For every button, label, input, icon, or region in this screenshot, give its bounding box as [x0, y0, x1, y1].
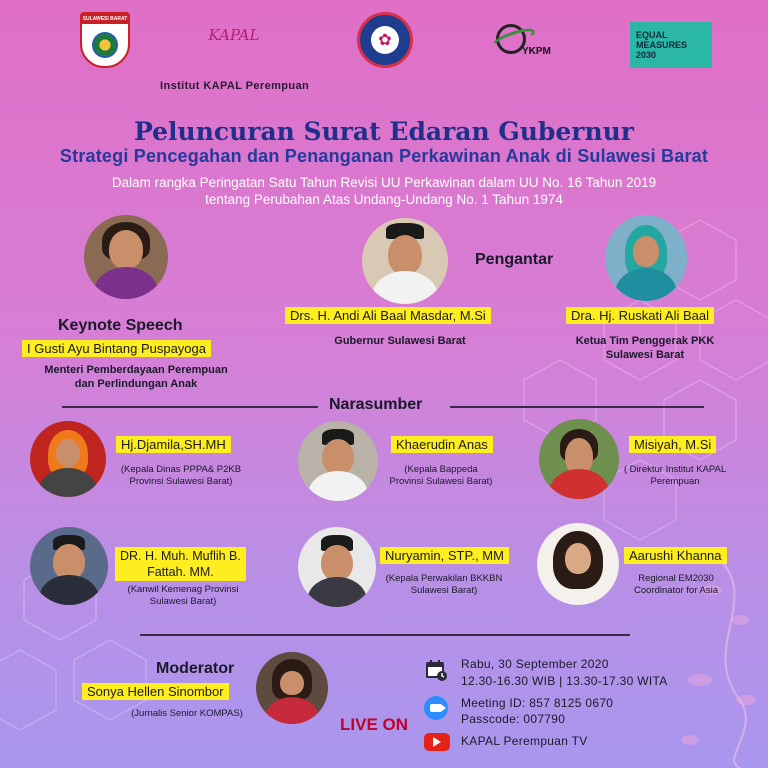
- live-on-label: LIVE ON: [340, 715, 409, 734]
- ykpm-logo-text: YKPM: [522, 46, 551, 57]
- speaker-djamila-photo: [30, 421, 106, 497]
- moderator-photo: [256, 652, 328, 724]
- speaker-muflih-desc-line1: (Kanwil Kemenag Provinsi: [127, 584, 239, 595]
- speaker-muflih-desc-line2: Sulawesi Barat): [149, 596, 217, 607]
- speaker-djamila-desc-line2: Provinsi Sulawesi Barat): [129, 476, 233, 487]
- speaker-misiyah-name: Misiyah, M.Si: [629, 436, 716, 453]
- equal-measures-logo: [630, 22, 712, 68]
- speaker-misiyah-desc-line1: ( Direktur Institut KAPAL: [623, 464, 727, 475]
- event-date: Rabu, 30 September 2020: [461, 657, 609, 671]
- keynote-role-line2: dan Perlindungan Anak: [74, 378, 198, 390]
- governor-role: [280, 334, 520, 348]
- zoom-icon: [424, 696, 448, 720]
- pkk-chair-role-line2: Sulawesi Barat: [605, 349, 685, 361]
- sulbar-crest-logo: [80, 12, 130, 68]
- governor-role-line1: Gubernur Sulawesi Barat: [334, 335, 466, 347]
- calendar-icon: [424, 658, 448, 682]
- speaker-khaerudin-photo: [298, 421, 378, 501]
- speaker-khaerudin-desc-line2: Provinsi Sulawesi Barat): [389, 476, 493, 487]
- sulbar-crest-label: SULAWESI BARAT: [82, 16, 128, 22]
- zoom-row: [424, 696, 448, 720]
- meeting-id: Meeting ID: 857 8125 0670: [461, 696, 614, 710]
- keynote-name: I Gusti Ayu Bintang Puspayoga: [22, 340, 211, 357]
- ykpm-logo: [488, 22, 558, 62]
- pkk-chair-photo: [605, 215, 687, 301]
- speaker-nuryamin-photo: [298, 527, 376, 607]
- youtube-icon: [424, 733, 450, 751]
- speaker-misiyah-desc: [612, 464, 738, 488]
- pkk-chair-name: Dra. Hj. Ruskati Ali Baal: [566, 307, 714, 324]
- speaker-khaerudin-desc-line1: (Kepala Bappeda: [404, 464, 478, 475]
- speaker-misiyah-desc-line2: Perempuan: [650, 476, 700, 487]
- pkk-chair-role-line1: Ketua Tim Penggerak PKK: [575, 335, 715, 347]
- governor-name: Drs. H. Andi Ali Baal Masdar, M.Si: [285, 307, 491, 324]
- speaker-aarushi-desc: [614, 573, 738, 597]
- lotus-icon: ✿: [371, 26, 399, 54]
- keynote-heading: Keynote Speech: [58, 317, 183, 334]
- divider-left: [62, 406, 318, 408]
- moderator-name: Sonya Hellen Sinombor: [82, 683, 229, 700]
- keynote-role: [18, 363, 254, 391]
- speaker-muflih-name: [115, 547, 246, 581]
- divider-right: [450, 406, 704, 408]
- keynote-role-line1: Menteri Pemberdayaan Perempuan: [44, 364, 228, 376]
- speaker-djamila-desc: [106, 464, 256, 488]
- equal-logo-line1: EQUAL: [636, 30, 668, 40]
- governor-photo: [362, 218, 448, 304]
- speaker-djamila-name: Hj.Djamila,SH.MH: [116, 436, 231, 453]
- kapal-logo-text: KAPAL: [208, 26, 260, 44]
- speaker-aarushi-desc-line1: Regional EM2030: [638, 573, 714, 584]
- speaker-muflih-name-line1: DR. H. Muh. Muflih B.: [120, 549, 241, 563]
- circle-org-logo: [357, 12, 413, 68]
- date-row: [424, 658, 448, 682]
- context-line-2: tentang Perubahan Atas Undang-Undang No. 1 Tahun 1974: [205, 192, 563, 207]
- pengantar-heading: Pengantar: [475, 251, 554, 268]
- passcode: Passcode: 007790: [461, 712, 566, 726]
- narasumber-heading: Narasumber: [329, 396, 423, 413]
- speaker-nuryamin-desc: [374, 573, 514, 597]
- speaker-muflih-desc: [108, 584, 258, 608]
- context-line-1: Dalam rangka Peringatan Satu Tahun Revisi UU Perkawinan dalam UU No. 16 Tahun 2019: [111, 175, 657, 190]
- speaker-misiyah-photo: [539, 419, 619, 499]
- speaker-nuryamin-name: Nuryamin, STP., MM: [380, 547, 509, 564]
- speaker-muflih-name-line2: Fattah. MM.: [147, 565, 214, 579]
- crest-emblem-icon: [92, 32, 118, 58]
- pkk-chair-role: [540, 334, 750, 362]
- speaker-khaerudin-desc: [376, 464, 506, 488]
- kapal-logo: [205, 12, 263, 58]
- speaker-nuryamin-desc-line2: Sulawesi Barat): [410, 585, 478, 596]
- speaker-djamila-desc-line1: (Kepala Dinas PPPA& P2KB: [120, 464, 242, 475]
- keynote-photo: [84, 215, 168, 299]
- equal-logo-line3: 2030: [636, 50, 657, 60]
- divider-bottom: [140, 634, 630, 636]
- speaker-nuryamin-desc-line1: (Kepala Perwakilan BKKBN: [385, 573, 503, 584]
- speaker-aarushi-desc-line2: Coordinator for Asia: [634, 585, 718, 596]
- moderator-desc: (Jurnalis Senior KOMPAS): [131, 708, 243, 719]
- institute-label: Institut KAPAL Perempuan: [160, 80, 310, 92]
- event-time: 12.30-16.30 WIB | 13.30-17.30 WITA: [461, 674, 668, 688]
- speaker-khaerudin-name: Khaerudin Anas: [391, 436, 493, 453]
- sub-title: Strategi Pencegahan dan Penanganan Perkawinan Anak di Sulawesi Barat: [59, 146, 709, 166]
- moderator-heading: Moderator: [156, 660, 235, 677]
- youtube-row: [424, 733, 450, 751]
- equal-logo-line2: MEASURES: [636, 40, 688, 50]
- speaker-aarushi-name: Aarushi Khanna: [624, 547, 727, 564]
- youtube-channel: KAPAL Perempuan TV: [461, 734, 588, 748]
- speaker-aarushi-photo: [537, 523, 619, 605]
- speaker-muflih-photo: [30, 527, 108, 605]
- main-title: Peluncuran Surat Edaran Gubernur: [134, 117, 634, 146]
